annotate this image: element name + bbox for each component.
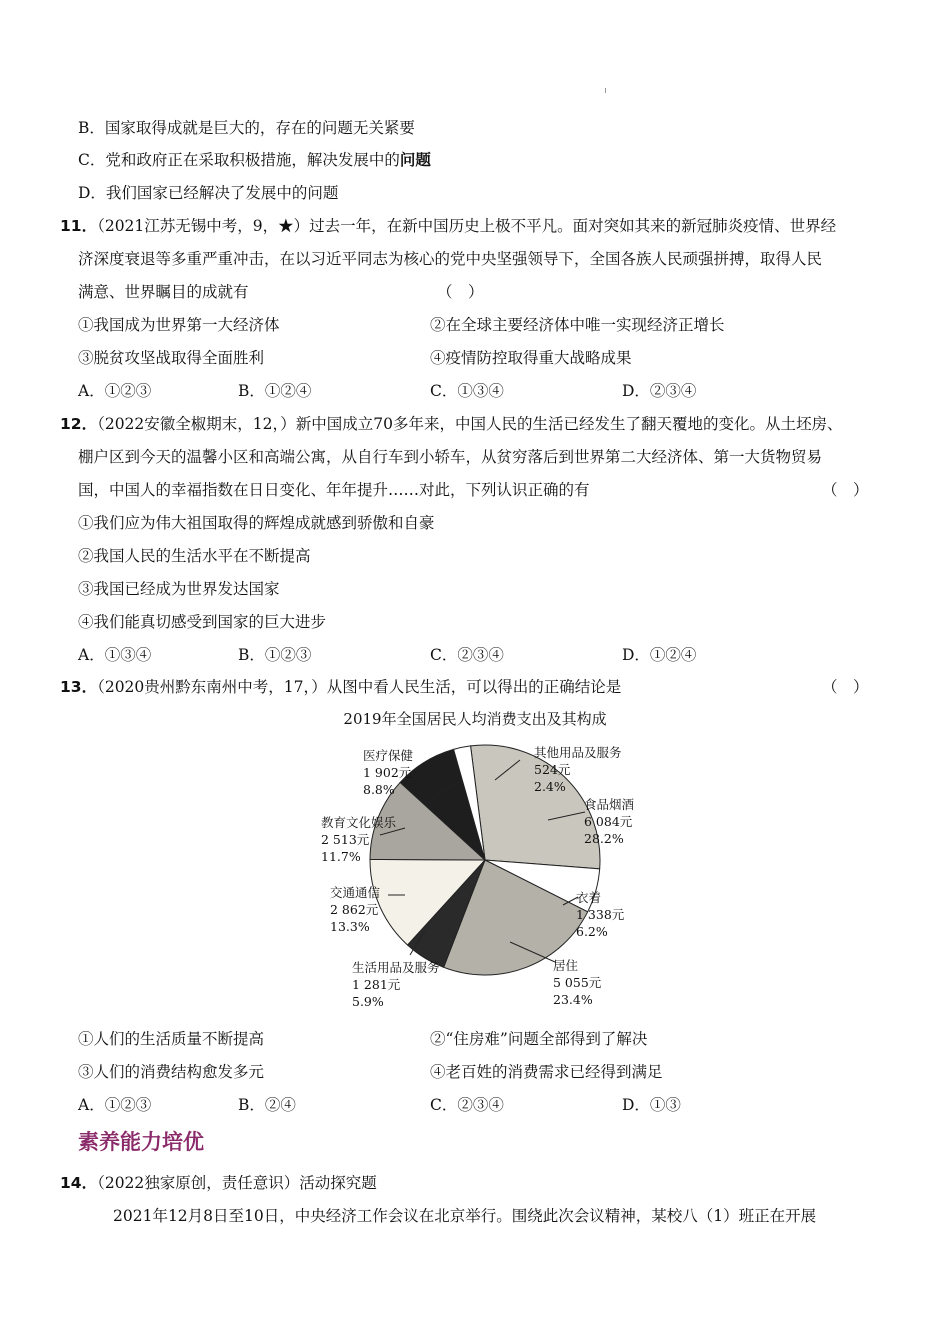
q12-line2: 棚户区到今天的温馨小区和高端公寓，从自行车到小轿车，从贫穷落后到世界第二大经济体、第一大货物贸易 — [78, 448, 823, 466]
q12-line1-text: （2022安徽全椒期末，12，）新中国成立70多年来，中国人民的生活已经发生了翻天覆地的变化。从土坯房、 — [97, 415, 843, 433]
slice-amount-transport: 2 862元 — [330, 902, 379, 917]
q11-statement-2: ②在全球主要经济体中唯一实现经济正增长 — [430, 316, 725, 334]
q11-statement-4: ④疫情防控取得重大战略成果 — [430, 349, 632, 367]
slice-name-daily-goods: 生活用品及服务 — [352, 960, 440, 975]
q10-option-d: D．我们国家已经解决了发展中的问题 — [78, 184, 339, 202]
q11-line1-text: （2021江苏无锡中考，9，★）过去一年，在新中国历史上极不平凡。面对突如其来的新冠肺炎疫情、世界经 — [97, 217, 837, 235]
slice-percent-education: 11.7% — [321, 849, 361, 864]
q11-statement-1: ①我国成为世界第一大经济体 — [78, 316, 280, 334]
slice-name-transport: 交通通信 — [330, 885, 381, 900]
slice-amount-education: 2 513元 — [321, 832, 370, 847]
q10-option-b: B．国家取得成就是巨大的，存在的问题无关紧要 — [78, 119, 415, 137]
slice-amount-housing: 5 055元 — [553, 975, 602, 990]
q14-number: 14． — [60, 1174, 98, 1192]
q13-statement-2: ②“住房难”问题全部得到了解决 — [430, 1030, 648, 1048]
slice-percent-other: 2.4% — [534, 779, 566, 794]
q11-option-d: D．②③④ — [622, 382, 697, 400]
slice-label-food — [584, 796, 634, 847]
q12-option-d: D．①②④ — [622, 646, 697, 664]
q12-answer-bracket: （ ） — [822, 481, 869, 499]
q12-statement-3: ③我国已经成为世界发达国家 — [78, 580, 280, 598]
slice-label-daily-goods — [352, 959, 440, 1010]
slice-label-other — [534, 744, 622, 795]
q11-option-b: B．①②④ — [238, 382, 312, 400]
slice-amount-food: 6 084元 — [584, 814, 633, 829]
slice-name-other: 其他用品及服务 — [534, 745, 622, 760]
slice-percent-housing: 23.4% — [553, 992, 593, 1007]
q11-number: 11． — [60, 217, 98, 235]
slice-percent-transport: 13.3% — [330, 919, 370, 934]
q11-line2: 济深度衰退等多重严重冲击，在以习近平同志为核心的党中央坚强领导下，全国各族人民顽强拼搏，取得人民 — [78, 250, 823, 268]
slice-percent-medical: 8.8% — [363, 782, 395, 797]
slice-amount-medical: 1 902元 — [363, 765, 412, 780]
chart-title: 2019年全国居民人均消费支出及其构成 — [343, 710, 607, 728]
slice-label-medical — [363, 747, 413, 798]
q12-option-b: B．①②③ — [238, 646, 312, 664]
section-title: 素养能力培优 — [78, 1130, 204, 1154]
q11-option-c: C．①③④ — [430, 382, 504, 400]
slice-label-clothing — [576, 889, 624, 940]
q14-line1 — [60, 1173, 377, 1193]
q13-statement-4: ④老百姓的消费需求已经得到满足 — [430, 1063, 663, 1081]
q11-answer-bracket: （ ） — [437, 283, 484, 301]
slice-name-food: 食品烟酒 — [584, 797, 635, 812]
slice-label-transport — [330, 884, 380, 935]
slice-label-housing — [553, 957, 601, 1008]
q10-option-c-bold: 问题 — [399, 150, 431, 169]
q11-line3: 满意、世界瞩目的成就有 — [78, 283, 249, 301]
q12-option-c: C．②③④ — [430, 646, 504, 664]
q13-option-c: C．②③④ — [430, 1096, 504, 1114]
q13-option-d: D．①③ — [622, 1096, 681, 1114]
slice-percent-clothing: 6.2% — [576, 924, 608, 939]
slice-percent-food: 28.2% — [584, 831, 624, 846]
q11-statement-3: ③脱贫攻坚战取得全面胜利 — [78, 349, 265, 367]
q13-statement-3: ③人们的消费结构愈发多元 — [78, 1063, 265, 1081]
q13-line1-text: （2020贵州黔东南州中考，17，）从图中看人民生活，可以得出的正确结论是 — [97, 678, 622, 696]
slice-name-medical: 医疗保健 — [363, 748, 414, 763]
q12-statement-1: ①我们应为伟大祖国取得的辉煌成就感到骄傲和自豪 — [78, 514, 435, 532]
q13-option-b: B．②④ — [238, 1096, 296, 1114]
slice-name-education: 教育文化娱乐 — [321, 815, 397, 830]
q11-option-a: A．①②③ — [78, 382, 152, 400]
q14-line1-text: （2022独家原创，责任意识）活动探究题 — [97, 1174, 377, 1192]
q13-number: 13． — [60, 678, 98, 696]
q12-statement-4: ④我们能真切感受到国家的巨大进步 — [78, 613, 327, 631]
slice-amount-daily-goods: 1 281元 — [352, 977, 401, 992]
q12-number: 12． — [60, 415, 98, 433]
slice-amount-clothing: 1 338元 — [576, 907, 625, 922]
q13-answer-bracket: （ ） — [822, 678, 869, 696]
q12-line3: 国，中国人的幸福指数在日日变化、年年提升……对此，下列认识正确的有 — [78, 481, 590, 499]
slice-name-clothing: 衣着 — [576, 890, 602, 905]
slice-name-housing: 居住 — [553, 958, 579, 973]
q14-line2: 2021年12月8日至10日，中央经济工作会议在北京举行。围绕此次会议精神，某校八（1）班正在开展 — [113, 1207, 817, 1225]
q12-option-a: A．①③④ — [78, 646, 152, 664]
q13-statement-1: ①人们的生活质量不断提高 — [78, 1030, 265, 1048]
slice-label-education — [321, 814, 396, 865]
slice-percent-daily-goods: 5.9% — [352, 994, 384, 1009]
slice-amount-other: 524元 — [534, 762, 571, 777]
q12-statement-2: ②我国人民的生活水平在不断提高 — [78, 547, 311, 565]
q10-option-c-text: C．党和政府正在采取积极措施，解决发展中的 — [78, 151, 400, 169]
q13-option-a: A．①②③ — [78, 1096, 152, 1114]
